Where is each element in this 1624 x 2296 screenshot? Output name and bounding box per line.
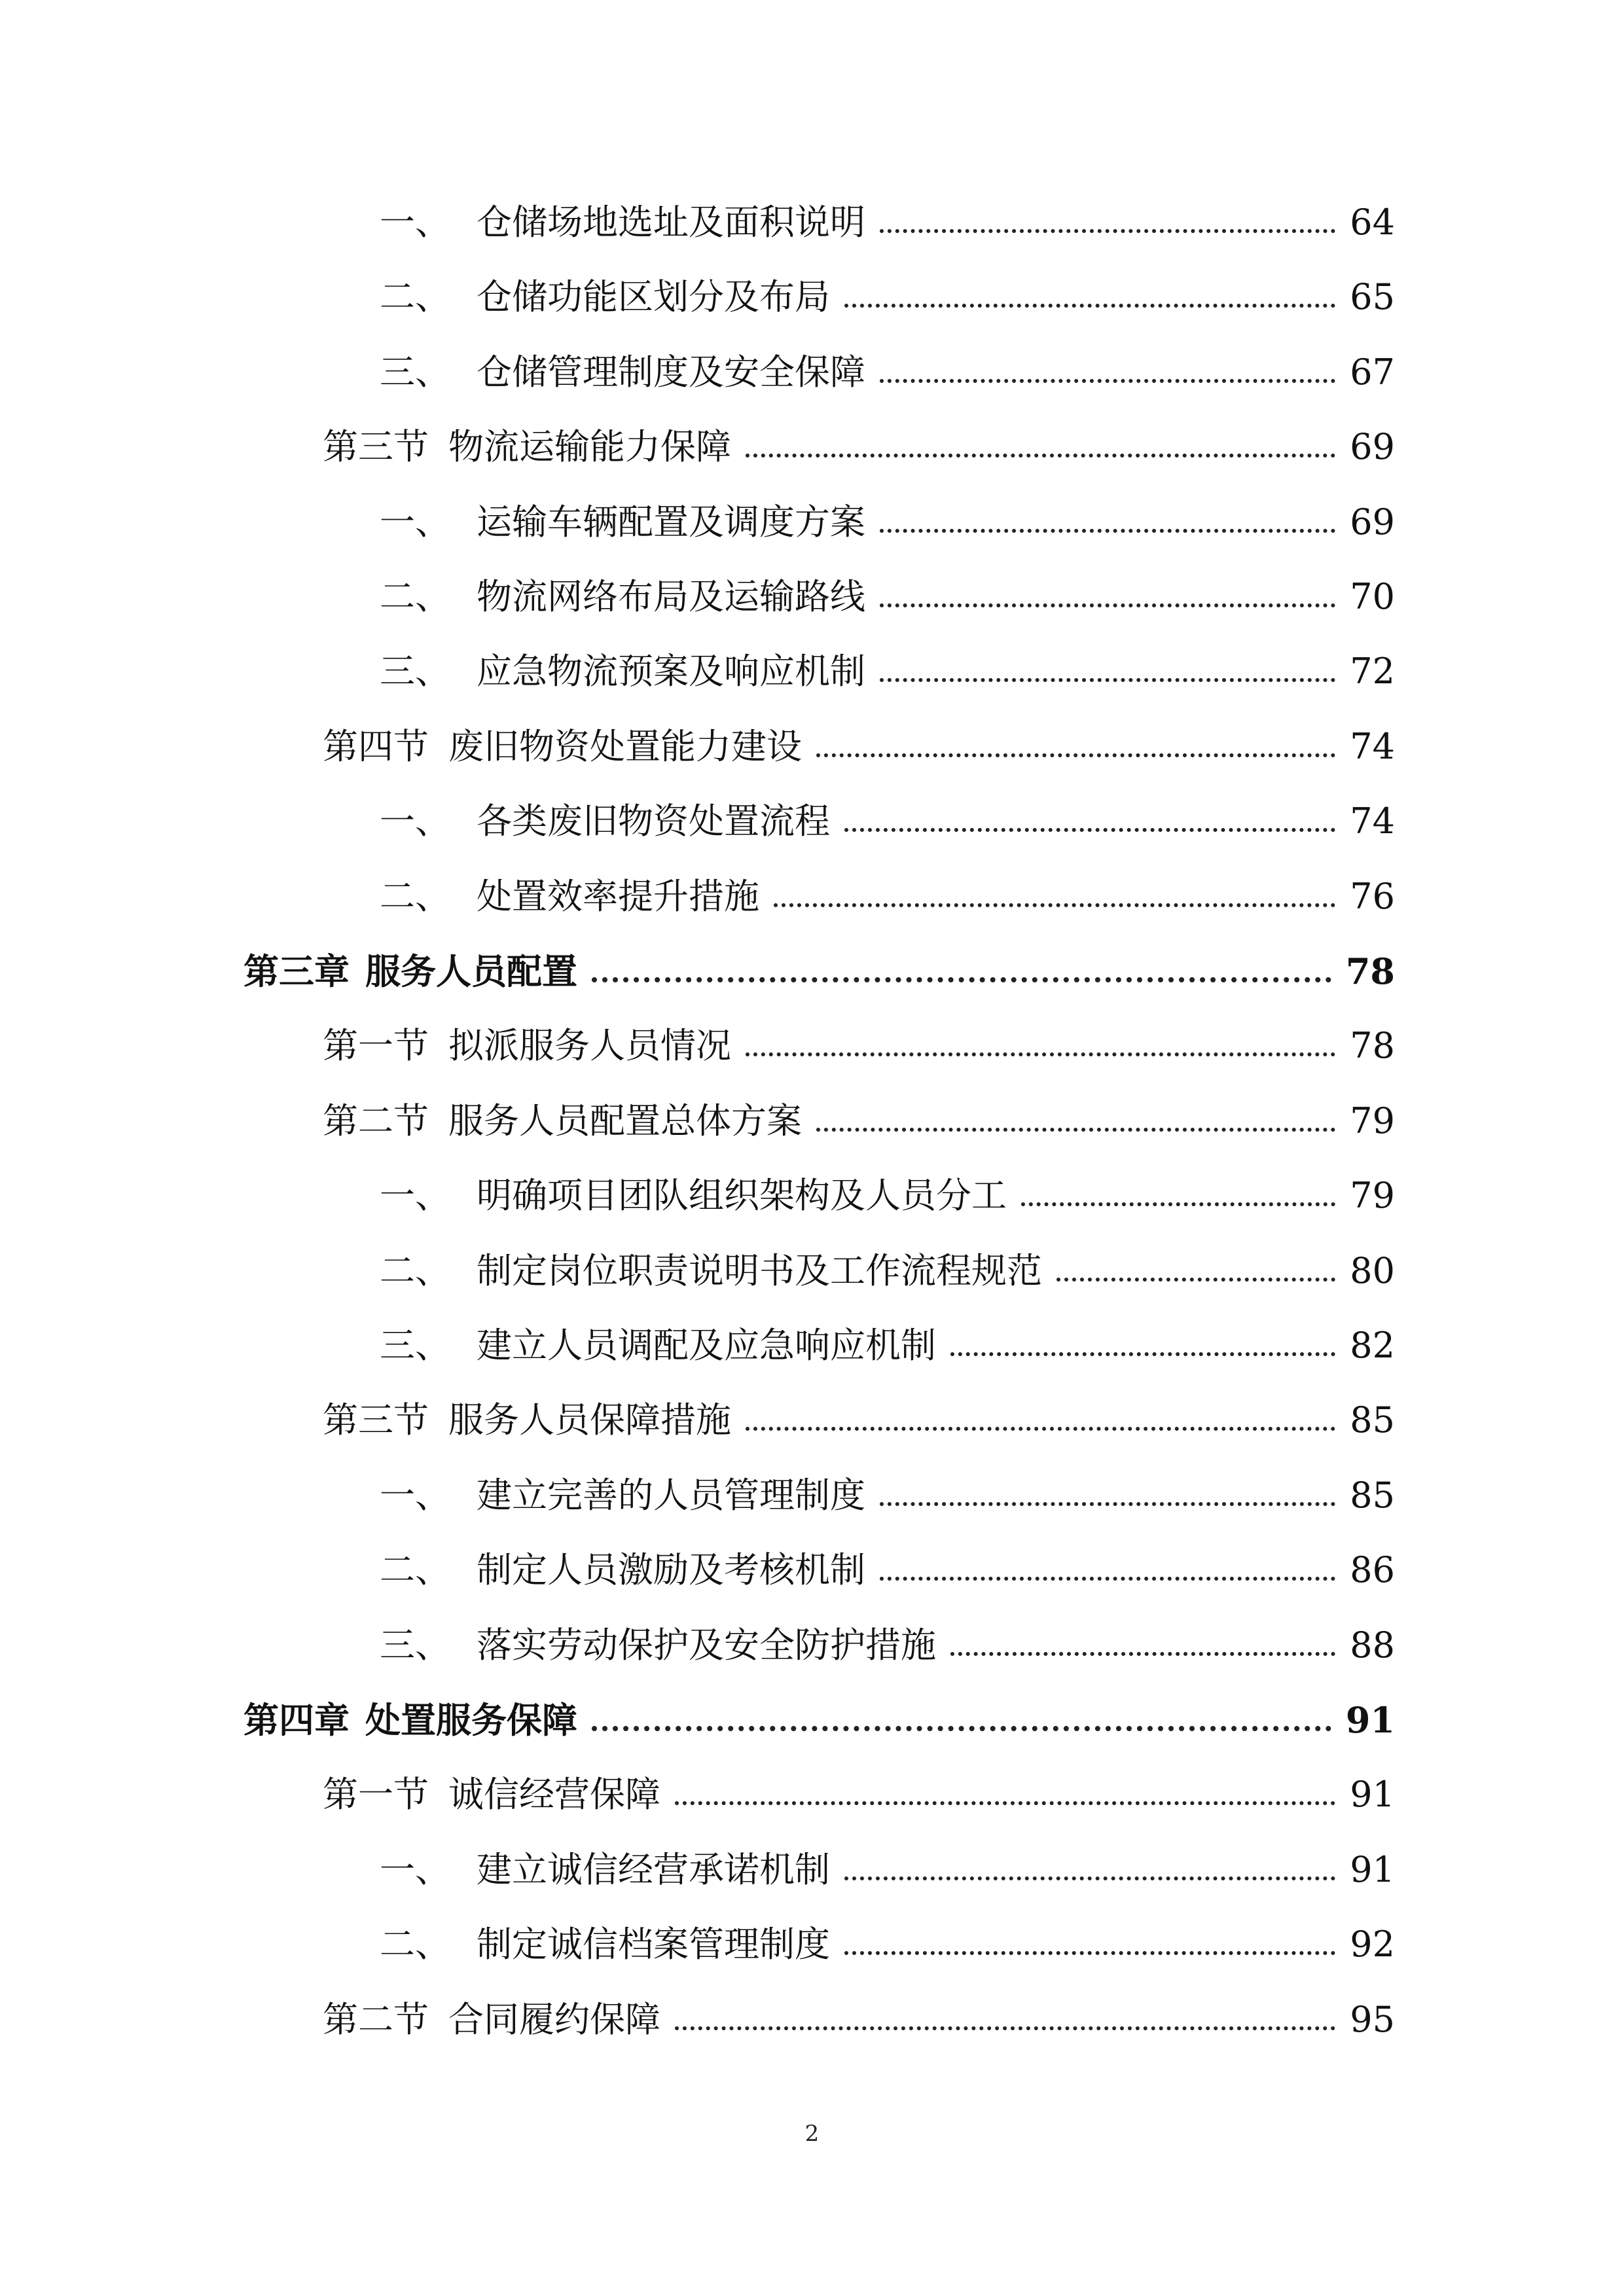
toc-entry[interactable]	[380, 789, 1395, 854]
toc-entry-title: 拟派服务人员情况	[448, 1025, 731, 1067]
toc-entry-page: 85	[1350, 1399, 1395, 1441]
toc-entry-title: 服务人员配置总体方案	[448, 1100, 802, 1141]
toc-entry-title: 建立完善的人员管理制度	[477, 1474, 865, 1516]
toc-entry[interactable]	[323, 414, 1395, 480]
toc-entry-page: 95	[1350, 1998, 1395, 2040]
toc-entry-number: 二、	[380, 576, 450, 617]
toc-entry[interactable]	[380, 190, 1395, 255]
toc-entry-title: 明确项目团队组织架构及人员分工	[477, 1175, 1007, 1217]
toc-entry[interactable]	[380, 340, 1395, 405]
toc-dot-leader	[816, 718, 1335, 757]
toc-dot-leader	[880, 344, 1335, 383]
toc-entry-title: 仓储场地选址及面积说明	[477, 202, 865, 243]
toc-entry-page: 86	[1350, 1549, 1395, 1591]
toc-dot-leader	[1056, 1242, 1335, 1282]
toc-entry[interactable]	[380, 490, 1395, 555]
toc-dot-leader	[1021, 1167, 1335, 1206]
toc-entry-page: 70	[1350, 576, 1395, 617]
toc-dot-leader	[816, 1092, 1335, 1132]
toc-dot-leader	[844, 268, 1335, 308]
toc-entry-number: 二、	[380, 875, 450, 917]
toc-dot-leader	[880, 194, 1335, 233]
toc-entry[interactable]	[380, 1912, 1395, 1977]
toc-dot-leader	[675, 1766, 1335, 1805]
toc-entry-number: 二、	[380, 1549, 450, 1591]
toc-entry-number: 第三节	[323, 1399, 429, 1441]
toc-entry-page: 72	[1350, 651, 1395, 692]
toc-entry-number: 三、	[380, 351, 450, 393]
toc-entry-title: 应急物流预案及响应机制	[477, 651, 865, 692]
toc-entry-page: 76	[1350, 875, 1395, 917]
toc-entry-page: 91	[1345, 1699, 1395, 1741]
toc-entry-title: 物流网络布局及运输路线	[477, 576, 865, 617]
toc-entry-title: 服务人员配置	[365, 950, 577, 992]
toc-entry[interactable]	[380, 1313, 1395, 1378]
toc-entry-number: 一、	[380, 202, 450, 243]
toc-entry-number: 第三节	[323, 426, 429, 468]
toc-entry[interactable]	[323, 1762, 1395, 1827]
toc-entry-number: 一、	[380, 1474, 450, 1516]
toc-entry-number: 三、	[380, 1624, 450, 1666]
toc-entry[interactable]	[380, 564, 1395, 630]
toc-entry-number: 三、	[380, 1325, 450, 1366]
toc-entry-number: 第四节	[323, 725, 429, 767]
toc-entry-page: 74	[1350, 800, 1395, 842]
toc-dot-leader	[880, 493, 1335, 533]
toc-entry-number: 第一节	[323, 1025, 429, 1067]
toc-entry-number: 第二节	[323, 1998, 429, 2040]
toc-entry[interactable]	[323, 1013, 1395, 1079]
toc-entry-number: 一、	[380, 1175, 450, 1217]
toc-dot-leader	[844, 1841, 1335, 1880]
toc-entry-page: 78	[1345, 950, 1395, 992]
toc-entry-number: 第三章	[244, 950, 350, 992]
toc-entry[interactable]	[380, 639, 1395, 704]
toc-entry[interactable]	[380, 1537, 1395, 1603]
toc-dot-leader	[746, 1391, 1335, 1431]
toc-entry-page: 80	[1350, 1249, 1395, 1291]
toc-entry-page: 91	[1350, 1774, 1395, 1816]
toc-entry-number: 一、	[380, 800, 450, 842]
toc-dot-leader	[746, 1017, 1335, 1056]
toc-entry[interactable]	[380, 1163, 1395, 1229]
toc-entry-title: 服务人员保障措施	[448, 1399, 731, 1441]
toc-dot-leader	[592, 1691, 1331, 1731]
toc-dot-leader	[950, 1317, 1335, 1356]
toc-entry[interactable]	[380, 1238, 1395, 1304]
toc-dot-leader	[880, 568, 1335, 607]
toc-entry-title: 制定岗位职责说明书及工作流程规范	[477, 1249, 1042, 1291]
toc-entry-page: 92	[1350, 1924, 1395, 1965]
toc-entry-number: 第一节	[323, 1774, 429, 1816]
toc-entry[interactable]	[244, 1687, 1395, 1753]
toc-entry-page: 74	[1350, 725, 1395, 767]
toc-entry[interactable]	[380, 1613, 1395, 1678]
toc-entry-page: 69	[1350, 501, 1395, 543]
toc-entry-page: 85	[1350, 1474, 1395, 1516]
toc-entry-title: 仓储管理制度及安全保障	[477, 351, 865, 393]
toc-entry-title: 处置效率提升措施	[477, 875, 759, 917]
toc-dot-leader	[880, 643, 1335, 682]
toc-entry-page: 78	[1350, 1025, 1395, 1067]
toc-entry[interactable]	[323, 714, 1395, 780]
toc-entry[interactable]	[323, 1987, 1395, 2053]
toc-entry-number: 三、	[380, 651, 450, 692]
toc-entry-number: 二、	[380, 276, 450, 318]
toc-dot-leader	[880, 1467, 1335, 1506]
toc-dot-leader	[844, 1916, 1335, 1955]
toc-entry-page: 64	[1350, 202, 1395, 243]
toc-dot-leader	[880, 1541, 1335, 1581]
toc-entry-title: 制定人员激励及考核机制	[477, 1549, 865, 1591]
toc-entry-page: 82	[1350, 1325, 1395, 1366]
toc-entry-title: 建立诚信经营承诺机制	[477, 1848, 830, 1890]
toc-entry-number: 二、	[380, 1924, 450, 1965]
toc-dot-leader	[844, 793, 1335, 832]
toc-entry-page: 79	[1350, 1100, 1395, 1141]
toc-entry-title: 合同履约保障	[448, 1998, 660, 2040]
toc-entry-number: 一、	[380, 1848, 450, 1890]
toc-entry-number: 一、	[380, 501, 450, 543]
toc-entry[interactable]	[323, 1388, 1395, 1453]
toc-entry-title: 废旧物资处置能力建设	[448, 725, 802, 767]
toc-entry-title: 落实劳动保护及安全防护措施	[477, 1624, 936, 1666]
toc-entry-title: 仓储功能区划分及布局	[477, 276, 830, 318]
page-number: 2	[804, 2121, 820, 2147]
toc-entry[interactable]	[380, 1837, 1395, 1903]
toc-entry-title: 建立人员调配及应急响应机制	[477, 1325, 936, 1366]
toc-entry-title: 制定诚信档案管理制度	[477, 1924, 830, 1965]
toc-dot-leader	[774, 868, 1335, 907]
toc-entry-title: 物流运输能力保障	[448, 426, 731, 468]
toc-entry-page: 79	[1350, 1175, 1395, 1217]
toc-entry-title: 诚信经营保障	[448, 1774, 660, 1816]
toc-entry-title: 运输车辆配置及调度方案	[477, 501, 865, 543]
toc-entry[interactable]	[380, 264, 1395, 330]
toc-entry[interactable]	[244, 939, 1395, 1004]
toc-entry-number: 二、	[380, 1249, 450, 1291]
toc-entry-page: 67	[1350, 351, 1395, 393]
toc-entry-number: 第二节	[323, 1100, 429, 1141]
toc-entry-page: 91	[1350, 1848, 1395, 1890]
toc-entry-page: 69	[1350, 426, 1395, 468]
toc-dot-leader	[675, 1991, 1335, 2030]
toc-entry-title: 处置服务保障	[365, 1699, 577, 1741]
toc-dot-leader	[592, 942, 1331, 982]
toc-entry-page: 88	[1350, 1624, 1395, 1666]
toc-entry[interactable]	[380, 1463, 1395, 1528]
toc-entry[interactable]	[380, 864, 1395, 929]
toc-entry-title: 各类废旧物资处置流程	[477, 800, 830, 842]
toc-entry-number: 第四章	[244, 1699, 350, 1741]
toc-entry-page: 65	[1350, 276, 1395, 318]
toc-entry[interactable]	[323, 1088, 1395, 1154]
toc-dot-leader	[950, 1617, 1335, 1656]
toc-dot-leader	[746, 418, 1335, 457]
